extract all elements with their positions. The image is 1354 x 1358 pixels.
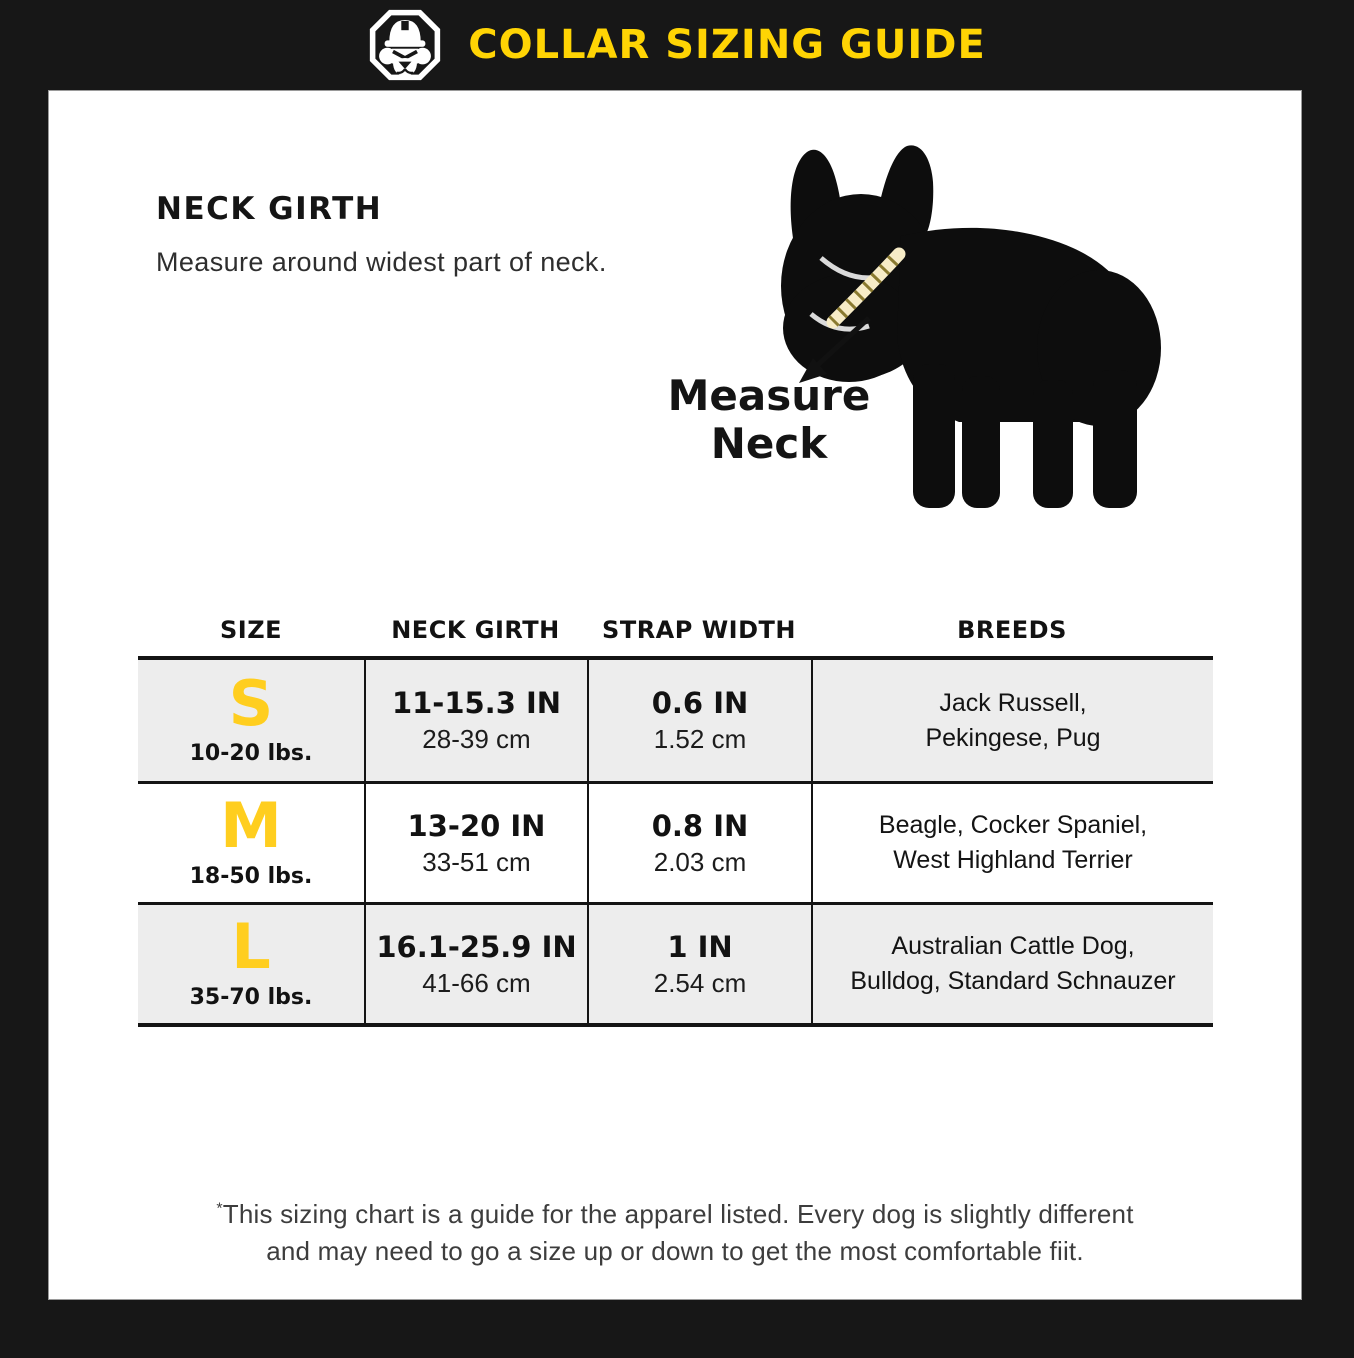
table-row-size-m bbox=[138, 781, 1213, 902]
neck-girth-inches: 13-20 IN bbox=[407, 808, 546, 843]
column-header-neck-girth: NECK GIRTH bbox=[391, 616, 560, 644]
footnote-line1: This sizing chart is a guide for the apparel listed. Every dog is slightly different bbox=[222, 1199, 1134, 1229]
breeds-cell bbox=[811, 660, 1213, 781]
table-row-size-l bbox=[138, 902, 1213, 1023]
strap-width-cell bbox=[587, 905, 811, 1023]
breeds-line: Pekingese, Pug bbox=[925, 723, 1101, 752]
table-row-size-s bbox=[138, 660, 1213, 781]
strap-width-inches: 0.6 IN bbox=[651, 686, 749, 720]
neck-girth-inches: 16.1-25.9 IN bbox=[376, 929, 577, 964]
top-header-bar bbox=[0, 0, 1354, 90]
size-letter: S bbox=[228, 666, 274, 740]
content-panel bbox=[48, 90, 1302, 1300]
section-subheading: Measure around widest part of neck. bbox=[156, 247, 607, 277]
column-header-breeds: BREEDS bbox=[957, 616, 1067, 644]
strap-width-cell bbox=[587, 660, 811, 781]
size-letter: M bbox=[220, 789, 282, 863]
neck-girth-cell bbox=[364, 784, 587, 902]
breeds-line: Australian Cattle Dog, bbox=[891, 932, 1135, 960]
breeds-line: Beagle, Cocker Spaniel, bbox=[878, 811, 1148, 839]
breeds-line: Jack Russell, bbox=[939, 688, 1087, 717]
size-cell bbox=[138, 784, 364, 902]
neck-girth-intro bbox=[156, 191, 607, 278]
page-title: COLLAR SIZING GUIDE bbox=[468, 22, 986, 68]
measure-neck-label-line2: Neck bbox=[710, 419, 828, 468]
dog-firefighter-badge-icon bbox=[368, 8, 442, 82]
breeds-line: West Highland Terrier bbox=[893, 846, 1133, 874]
measure-neck-diagram bbox=[661, 136, 1161, 516]
column-header-size: SIZE bbox=[219, 616, 282, 644]
column-header-strap-width: STRAP WIDTH bbox=[602, 616, 796, 644]
size-letter: L bbox=[231, 910, 271, 984]
breeds-cell bbox=[811, 784, 1213, 902]
strap-width-cm: 1.52 cm bbox=[653, 724, 747, 754]
strap-width-inches: 1 IN bbox=[667, 929, 733, 964]
collar-sizing-table bbox=[138, 604, 1213, 1027]
size-cell bbox=[138, 660, 364, 781]
strap-width-inches: 0.8 IN bbox=[651, 808, 749, 843]
footnote-line2: and may need to go a size up or down to get the most comfortable fiit. bbox=[266, 1235, 1084, 1266]
strap-width-cell bbox=[587, 784, 811, 902]
neck-girth-cell bbox=[364, 905, 587, 1023]
table-header-row bbox=[138, 604, 1213, 656]
breeds-cell bbox=[811, 905, 1213, 1023]
breeds-line: Bulldog, Standard Schnauzer bbox=[850, 967, 1176, 995]
neck-girth-cm: 33-51 cm bbox=[422, 846, 531, 877]
section-heading: NECK GIRTH bbox=[156, 191, 383, 227]
neck-girth-cm: 28-39 cm bbox=[422, 724, 531, 754]
measure-neck-label-line1: Measure bbox=[667, 371, 871, 420]
strap-width-cm: 2.03 cm bbox=[653, 846, 747, 877]
size-cell bbox=[138, 905, 364, 1023]
weight-range: 35-70 lbs. bbox=[189, 984, 313, 1010]
table-body bbox=[138, 656, 1213, 1027]
neck-girth-inches: 11-15.3 IN bbox=[391, 686, 562, 720]
footnote-asterisk: * bbox=[216, 1200, 223, 1218]
weight-range: 18-50 lbs. bbox=[189, 863, 313, 889]
sizing-disclaimer bbox=[49, 1196, 1301, 1270]
strap-width-cm: 2.54 cm bbox=[653, 967, 747, 998]
weight-range: 10-20 lbs. bbox=[189, 741, 313, 767]
neck-girth-cell bbox=[364, 660, 587, 781]
neck-girth-cm: 41-66 cm bbox=[422, 967, 531, 998]
